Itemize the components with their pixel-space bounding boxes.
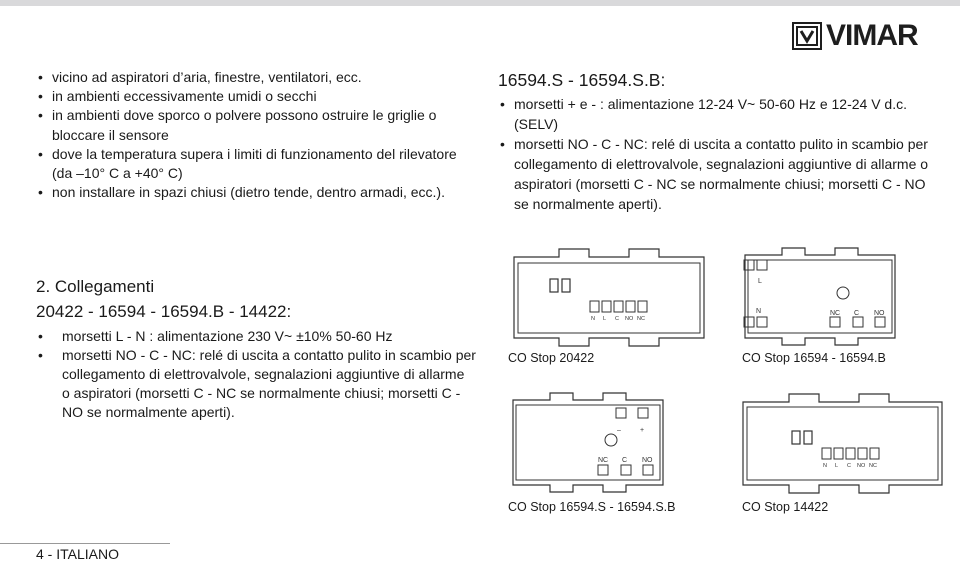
terminal-label: L <box>758 278 762 285</box>
diagram-caption: CO Stop 20422 <box>508 351 595 365</box>
terminal-label: C <box>847 463 851 469</box>
terminal-label: – <box>617 427 621 434</box>
list-item: • non installare in spazi chiusi (dietro tende, dentro armadi, ecc.). <box>36 183 466 202</box>
terminal-label: NC <box>598 457 609 464</box>
diagram-caption: CO Stop 16594.S - 16594.S.B <box>508 500 676 514</box>
brand-name: VIMAR <box>826 19 918 52</box>
terminal-label: NC <box>637 316 645 322</box>
diagram-co-stop-16594s <box>505 390 670 498</box>
diagram-co-stop-16594 <box>737 245 902 350</box>
terminal-label: L <box>603 316 607 322</box>
terminal-label: N <box>823 463 827 469</box>
model-s-block <box>498 70 938 214</box>
terminal-label: N <box>756 308 762 315</box>
list-item: • morsetti + e - : alimentazione 12-24 V~ 50-60 Hz e 12-24 V d.c. (SELV) <box>498 94 938 134</box>
connections-list <box>36 327 476 422</box>
footer-divider <box>0 543 170 544</box>
terminal-label: + <box>640 427 645 434</box>
diagram-caption: CO Stop 16594 - 16594.B <box>742 351 886 365</box>
list-item: • morsetti L - N : alimentazione 230 V~ ±10% 50-60 Hz <box>36 327 476 346</box>
terminal-label: C <box>622 457 628 464</box>
list-item: • in ambienti dove sporco o polvere possono ostruire le griglie o bloccare il sensore <box>36 106 466 144</box>
terminal-label: NO <box>625 316 634 322</box>
list-item: • morsetti NO - C - NC: relé di uscita a contatto pulito in scambio per collegamento di elettrovalvole, segnalazioni aggiuntive di allarme o aspiratori (morsetti C - NC se normalmente chiusi; morsetti C - NO se normalmente aperti). <box>36 346 476 422</box>
terminal-label: C <box>854 310 860 317</box>
installation-warnings-list <box>36 68 466 202</box>
terminal-label: NO <box>857 463 866 469</box>
terminal-label: NO <box>642 457 653 464</box>
section-models: 20422 - 16594 - 16594.B - 14422: <box>36 302 292 321</box>
list-item: • dove la temperatura supera i limiti di funzionamento del rilevatore (da –10° C a +40° C) <box>36 145 466 183</box>
vimar-logo <box>792 19 918 52</box>
page-footer: 4 - ITALIANO <box>36 546 119 562</box>
diagram-co-stop-14422 <box>737 390 952 498</box>
terminal-label: NC <box>830 310 841 317</box>
terminal-label: NC <box>869 463 877 469</box>
diagram-co-stop-20422 <box>504 245 714 350</box>
diagram-caption: CO Stop 14422 <box>742 500 829 514</box>
terminal-label: L <box>835 463 839 469</box>
section-title: 2. Collegamenti <box>36 277 155 296</box>
terminal-label: N <box>591 316 595 322</box>
list-item: • in ambienti eccessivamente umidi o secchi <box>36 87 466 106</box>
list-item: • morsetti NO - C - NC: relé di uscita a contatto pulito in scambio per collegamento di elettrovalvole, segnalazioni aggiuntive di allarme o aspiratori (morsetti C - NC se normalmente chiusi; morsetti C - NO se normalmente aperti). <box>498 134 938 214</box>
list-item: • vicino ad aspiratori d’aria, finestre, ventilatori, ecc. <box>36 68 466 87</box>
vimar-logo-icon <box>792 22 822 50</box>
terminal-label: NO <box>874 310 885 317</box>
top-bar <box>0 0 960 6</box>
model-s-title: 16594.S - 16594.S.B: <box>498 70 666 90</box>
terminal-label: C <box>615 316 619 322</box>
